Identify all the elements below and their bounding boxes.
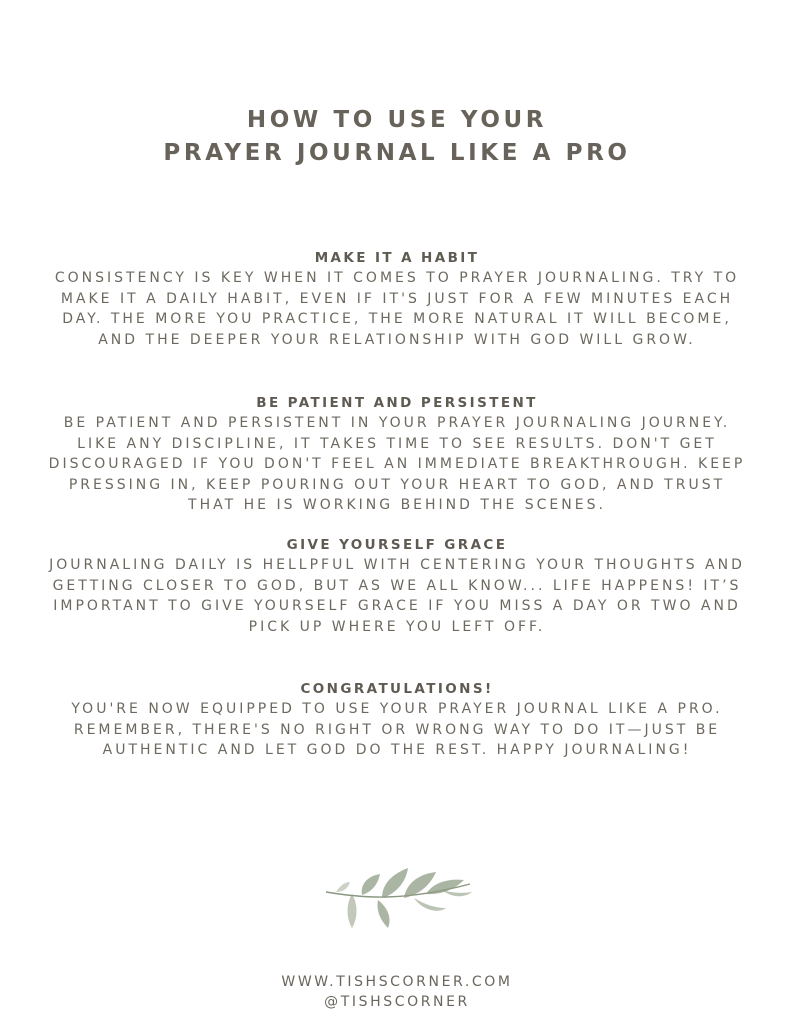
page-title-line-2: PRAYER JOURNAL LIKE A PRO <box>163 140 631 166</box>
page-title-line-1: HOW TO USE YOUR <box>246 107 548 133</box>
section-make-it-a-habit <box>47 248 747 350</box>
section-congratulations <box>47 679 747 761</box>
section-body: BE PATIENT AND PERSISTENT IN YOUR PRAYER JOURNALING JOURNEY. LIKE ANY DISCIPLINE, IT TAKES TIME TO SEE RESULTS. DON'T GET DISCOURAGED IF YOU DON'T FEEL AN IMMEDIATE BREAKTHROUGH. KEEP PRESSING IN, KEEP POURING OUT YOUR HEART TO GOD, AND TRUST THAT HE IS WORKING BEHIND THE SCENES. <box>48 415 746 514</box>
website-link[interactable]: WWW.TISHSCORNER.COM <box>281 974 513 990</box>
leaf-sprig-icon <box>322 862 474 932</box>
section-be-patient <box>47 393 747 516</box>
section-body: YOU'RE NOW EQUIPPED TO USE YOUR PRAYER JOURNAL LIKE A PRO. REMEMBER, THERE'S NO RIGHT OR WRONG WAY TO DO IT—JUST BE AUTHENTIC AND LET GOD DO THE REST. HAPPY JOURNALING! <box>71 701 723 759</box>
social-handle[interactable]: @TISHSCORNER <box>324 994 470 1010</box>
section-body: CONSISTENCY IS KEY WHEN IT COMES TO PRAYER JOURNALING. TRY TO MAKE IT A DAILY HABIT, EVEN IF IT'S JUST FOR A FEW MINUTES EACH DAY. THE MORE YOU PRACTICE, THE MORE NATURAL IT WILL BECOME, AND THE DEEPER YOUR RELATIONSHIP WITH GOD WILL GROW. <box>54 270 740 348</box>
section-heading: MAKE IT A HABIT <box>314 250 480 266</box>
section-give-yourself-grace <box>47 535 747 637</box>
section-heading: CONGRATULATIONS! <box>300 681 494 697</box>
section-heading: GIVE YOURSELF GRACE <box>286 537 508 553</box>
section-heading: BE PATIENT AND PERSISTENT <box>256 395 538 411</box>
section-body: JOURNALING DAILY IS HELLPFUL WITH CENTERING YOUR THOUGHTS AND GETTING CLOSER TO GOD, BUT AS WE ALL KNOW... LIFE HAPPENS! IT’S IMPORTANT TO GIVE YOURSELF GRACE IF YOU MISS A DAY OR TWO AND PICK UP WHERE YOU LEFT OFF. <box>49 557 745 635</box>
